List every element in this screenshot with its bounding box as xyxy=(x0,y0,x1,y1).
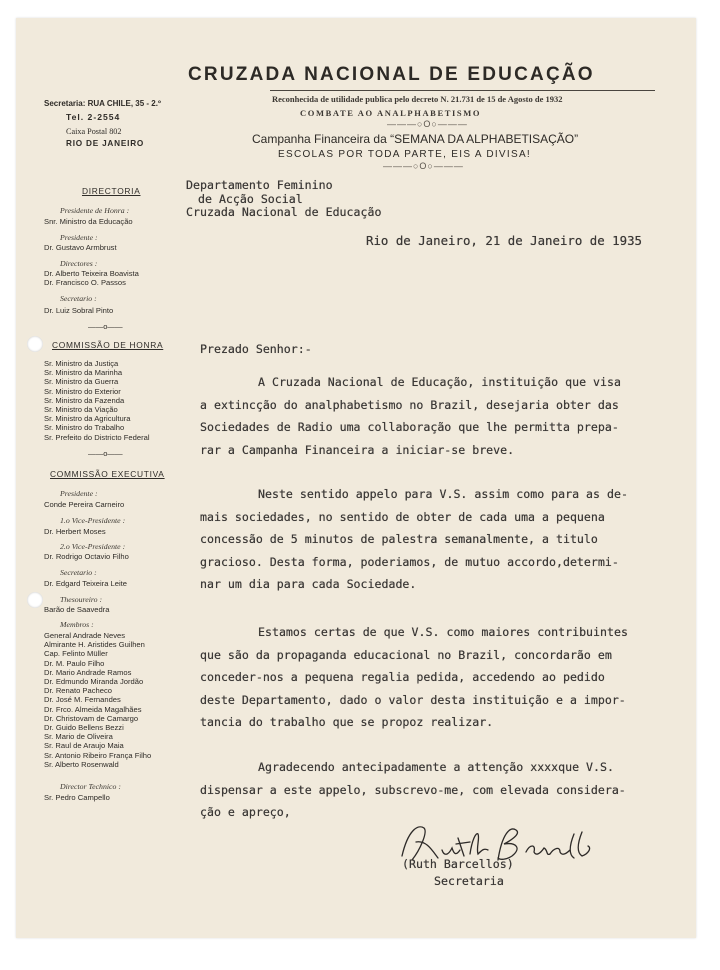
vp1: Dr. Herbert Moses xyxy=(44,527,106,536)
director-entry: Dr. Alberto Teixeira Boavista xyxy=(44,269,139,278)
para-line: A Cruzada Nacional de Educação, instituição que visa xyxy=(258,375,621,389)
motto-line: ESCOLAS POR TODA PARTE, EIS A DIVISA! xyxy=(278,149,531,160)
postal-box: Caixa Postal 802 xyxy=(66,127,122,136)
para-line: Estamos certas de que V.S. como maiores contribuintes xyxy=(258,625,628,639)
letter-date: Rio de Janeiro, 21 de Janeiro de 1935 xyxy=(366,233,643,248)
ornament-bottom: ———○O○——— xyxy=(383,161,464,171)
honor-president-label: Presidente de Honra : xyxy=(60,206,130,215)
secretary-label: Secretario : xyxy=(60,294,97,303)
para-line: que são da propaganda educacional no Brazil, concordarão em xyxy=(200,647,612,662)
honra-member: Sr. Ministro da Agricultura xyxy=(44,414,131,424)
separator-directoria: ——o—— xyxy=(88,322,123,331)
para-line: Neste sentido appelo para V.S. assim como para as de- xyxy=(258,487,628,501)
exec-members-list xyxy=(44,631,151,769)
para-line: a extincção do analphabetismo no Brazil, desejaria obter das xyxy=(200,397,619,412)
exec-member: Dr. Edmundo Miranda Jordão xyxy=(44,677,144,687)
exec-member: Sr. Raul de Araujo Maia xyxy=(44,741,124,751)
honra-member: Sr. Ministro da Fazenda xyxy=(44,395,125,405)
signer-title: Secretaria xyxy=(434,874,504,888)
honra-member: Sr. Ministro do Exterior xyxy=(44,386,121,396)
para-line: concessão de 5 minutos de palestra semanalmente, a titulo xyxy=(200,532,598,546)
tech-director: Sr. Pedro Campello xyxy=(44,793,110,802)
address: Secretaria: RUA CHILE, 35 - 2.º xyxy=(44,99,161,108)
director-entry: Dr. Francisco O. Passos xyxy=(44,278,126,288)
campaign-line: Campanha Financeira da “SEMANA DA ALPHABETISAÇÃO” xyxy=(252,132,579,146)
sender-line-1: Departamento Feminino xyxy=(186,178,333,192)
exec-member: Dr. M. Paulo Filho xyxy=(44,658,105,668)
exec-member: Dr. Christovam de Camargo xyxy=(44,713,139,723)
para-line: mais sociedades, no sentido de obter de cada uma a pequena xyxy=(200,509,605,524)
combat-line: COMBATE AO ANALPHABETISMO xyxy=(300,108,482,118)
sender-line-3: Cruzada Nacional de Educação xyxy=(186,205,382,219)
honra-members-list xyxy=(44,359,150,442)
para-line: Sociedades de Radio uma collaboração que lhe permitta prepa- xyxy=(200,420,619,434)
decree-line: Reconhecida de utilidade publica pelo decreto N. 21.731 de 15 de Agosto de 1932 xyxy=(272,94,563,104)
para-line: gracioso. Desta forma, poderiamos, de mutuo accordo,determi- xyxy=(200,554,619,569)
directors-list xyxy=(44,269,139,287)
exec-member: General Andrade Neves xyxy=(44,631,126,640)
separator-honra: ——o—— xyxy=(88,449,123,458)
para-line: deste Departamento, dado o valor desta instituição e a impor- xyxy=(200,692,626,707)
exec-member: Almirante H. Aristides Guilhen xyxy=(44,640,145,650)
vp1-label: 1.o Vice-Presidente : xyxy=(60,516,126,525)
secretary: Dr. Luiz Sobral Pinto xyxy=(44,306,114,315)
exec-president-label: Presidente : xyxy=(60,489,98,498)
exec-member: Sr. Alberto Rosenwald xyxy=(44,759,119,769)
exec-member: Sr. Mario de Oliveira xyxy=(44,732,113,742)
exec-member: Sr. Antonio Ribeiro França Filho xyxy=(44,750,152,760)
directors-label: Directores : xyxy=(60,259,98,268)
honra-member: Sr. Ministro da Marinha xyxy=(44,368,123,378)
executiva-heading: COMMISSÃO EXECUTIVA xyxy=(50,469,165,479)
exec-member: Dr. Mario Andrade Ramos xyxy=(44,667,132,677)
honra-member: Sr. Prefeito do Districto Federal xyxy=(44,432,150,442)
honra-member: Sr. Ministro da Justiça xyxy=(44,359,119,368)
treasurer: Barão de Saavedra xyxy=(44,605,110,614)
punch-hole-top xyxy=(27,336,43,352)
para-line: rar a Campanha Financeira a iniciar-se breve. xyxy=(200,442,515,457)
tech-director-label: Director Technico : xyxy=(60,782,121,791)
paragraph-3 xyxy=(200,621,628,734)
president: Dr. Gustavo Armbrust xyxy=(44,243,117,252)
vp2-label: 2.o Vice-Presidente : xyxy=(60,542,126,551)
para-line: nar um dia para cada Sociedade. xyxy=(200,577,417,591)
signer-name: (Ruth Barcellos) xyxy=(402,857,514,871)
exec-member: Dr. Guido Bellens Bezzi xyxy=(44,723,124,733)
honra-member: Sr. Ministro da Guerra xyxy=(44,377,119,387)
para-line: Agradecendo antecipadamente a attenção xxxxque V.S. xyxy=(258,760,614,774)
paragraph-1 xyxy=(200,371,621,461)
paragraph-2 xyxy=(200,483,628,596)
salutation: Prezado Senhor:- xyxy=(200,342,312,356)
exec-member: Dr. Frco. Almeida Magalhães xyxy=(44,704,142,714)
honra-member: Sr. Ministro do Trabalho xyxy=(44,423,125,433)
directoria-heading: DIRECTORIA xyxy=(82,186,141,196)
exec-president: Conde Pereira Carneiro xyxy=(44,500,125,509)
phone: Tel. 2-2554 xyxy=(66,112,121,122)
exec-member: Dr. Renato Pacheco xyxy=(44,686,112,696)
vp2: Dr. Rodrigo Octavio Filho xyxy=(44,552,129,561)
para-line: dispensar a este appelo, subscrevo-me, com elevada considera- xyxy=(200,782,626,797)
sender-line-2: de Acção Social xyxy=(198,192,303,206)
honra-heading: COMMISSÃO DE HONRA xyxy=(52,340,164,350)
para-line: conceder-nos a pequena regalia pedida, accedendo ao pedido xyxy=(200,670,605,684)
exec-member: Dr. José M. Fernandes xyxy=(44,695,121,705)
exec-secretary-label: Secretario : xyxy=(60,568,97,577)
honra-member: Sr. Ministro da Viação xyxy=(44,405,118,415)
honor-president: Snr. Ministro da Educação xyxy=(44,217,133,226)
paragraph-4 xyxy=(200,756,626,824)
punch-hole-bottom xyxy=(27,592,43,608)
para-line: tancia do trabalho que se propoz realizar. xyxy=(200,715,494,729)
members-label: Membros : xyxy=(60,620,94,629)
exec-secretary: Dr. Edgard Teixeira Leite xyxy=(44,579,128,588)
para-line: ção e apreço, xyxy=(200,805,291,819)
treasurer-label: Thesoureiro : xyxy=(60,595,103,604)
exec-member: Cap. Felinto Müller xyxy=(44,649,108,659)
title-underline xyxy=(270,90,655,91)
president-label: Presidente : xyxy=(60,233,98,242)
ornament-top: ———○O○——— xyxy=(387,119,468,129)
city: RIO DE JANEIRO xyxy=(66,139,145,148)
organization-title: CRUZADA NACIONAL DE EDUCAÇÃO xyxy=(188,64,595,85)
